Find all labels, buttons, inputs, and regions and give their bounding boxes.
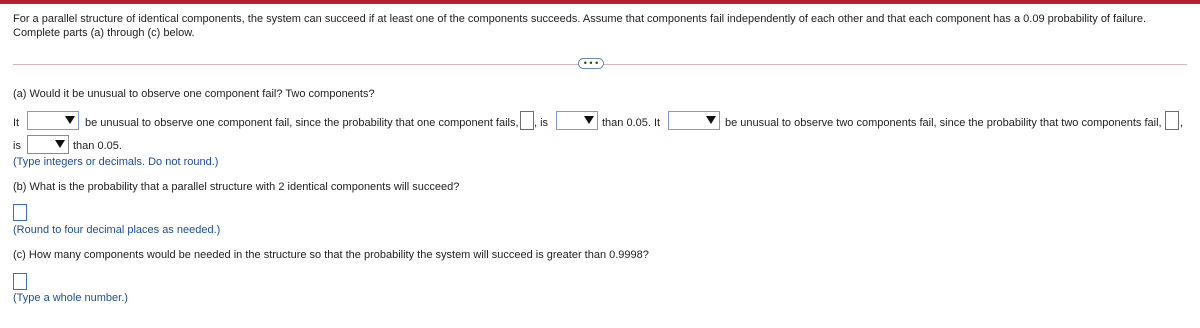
problem-intro: For a parallel structure of identical components, the system can succeed if at least one of the components succeeds. Assume that components fail independently of each other and that each component has a 0.09 probability of failure. Complete parts (a) through (c) below. — [13, 13, 1147, 39]
part-a-dropdown-would-2[interactable] — [668, 111, 720, 130]
part-a-dropdown-compare-2[interactable] — [27, 135, 69, 154]
expand-more-button[interactable]: • • • — [578, 58, 604, 69]
part-c-question: (c) How many components would be needed in the structure so that the probability the system will succeed is greater than 0.9998? — [13, 249, 649, 261]
chevron-down-icon — [65, 116, 75, 124]
part-a-question: (a) Would it be unusual to observe one component fail? Two components? — [13, 88, 375, 100]
chevron-down-icon — [584, 116, 594, 124]
part-b-hint: (Round to four decimal places as needed.) — [13, 224, 221, 236]
part-a-hint: (Type integers or decimals. Do not round.) — [13, 156, 219, 168]
part-b-question: (b) What is the probability that a parallel structure with 2 identical components will succeed? — [13, 181, 460, 193]
part-a-text-reason-1: be unusual to observe one component fail, since the probability that one component fails, — [85, 117, 519, 129]
top-accent-bar — [0, 0, 1200, 4]
part-a-text-is-1: , is — [534, 117, 549, 129]
part-b-answer-input[interactable] — [13, 204, 27, 221]
part-a-text-than-2: than 0.05. — [73, 140, 122, 152]
chevron-down-icon — [706, 116, 716, 124]
part-a-text-it: It — [13, 117, 20, 129]
part-a-text-than-1: than 0.05. It — [602, 117, 661, 129]
part-c-answer-input[interactable] — [13, 273, 27, 290]
part-a-dropdown-would-1[interactable] — [27, 111, 79, 130]
part-a-text-comma: , — [1180, 117, 1184, 129]
part-a-input-prob-one[interactable] — [520, 111, 534, 130]
part-a-text-is-2: is — [13, 140, 21, 152]
part-a-input-prob-two[interactable] — [1165, 111, 1179, 130]
chevron-down-icon — [55, 140, 65, 148]
part-a-text-reason-2: be unusual to observe two components fail, since the probability that two components fail, — [725, 117, 1162, 129]
part-a-dropdown-compare-1[interactable] — [556, 111, 598, 130]
part-c-hint: (Type a whole number.) — [13, 292, 128, 304]
